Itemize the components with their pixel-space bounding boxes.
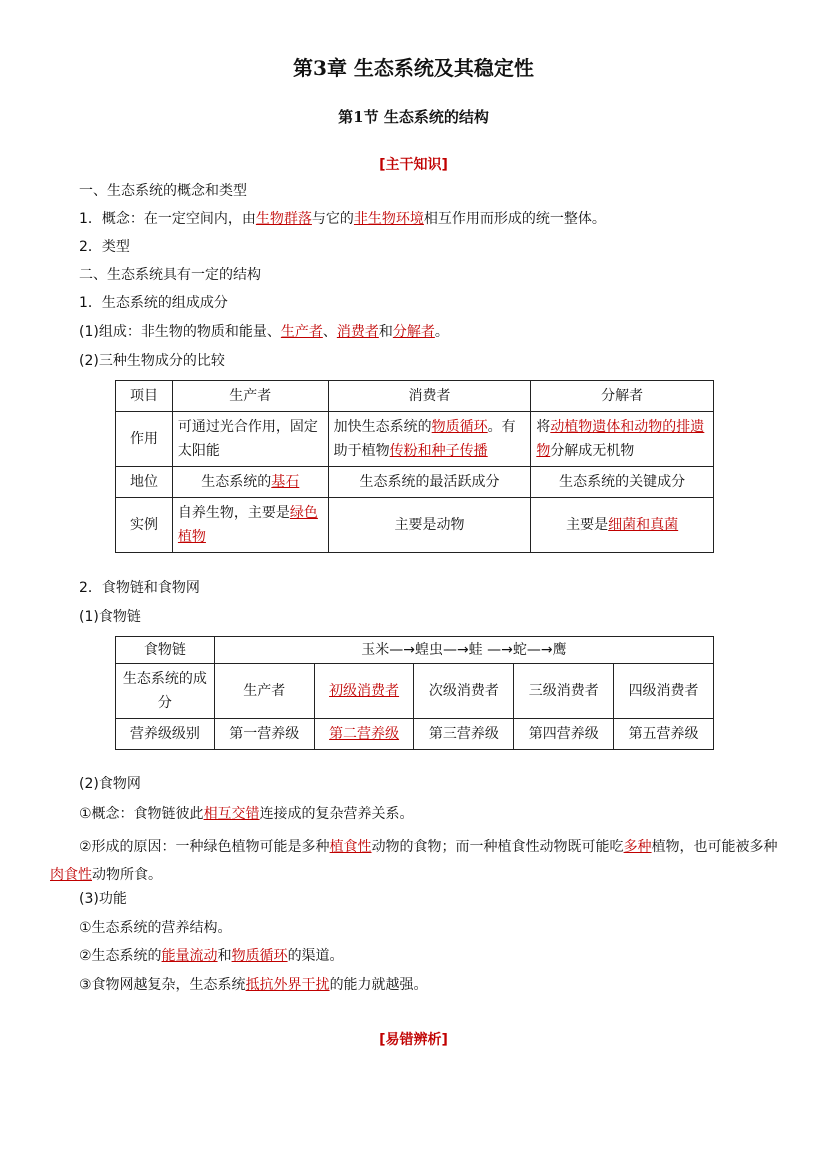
answer-blank: 消费者: [336, 324, 379, 340]
answer-blank: 传粉和种子传播: [389, 443, 488, 459]
table-cell: 可通过光合作用，固定太阳能: [172, 412, 328, 467]
table-cell: 生态系统的基石: [172, 467, 328, 498]
table-header-cell: 生产者: [172, 381, 328, 412]
table-cell: 生态系统的最活跃成分: [328, 467, 531, 498]
chapter-title: 第3章 生态系统及其稳定性: [293, 56, 534, 80]
table-cell: 主要是动物: [328, 498, 531, 553]
answer-blank: 绿色植物: [177, 505, 318, 545]
table-row: [116, 664, 714, 719]
comparison-heading: (2)三种生物成分的比较: [79, 353, 225, 369]
food-chain-sequence: 玉米—→蝗虫—→蛙 —→蛇—→鹰: [214, 637, 713, 664]
table-header-cell: 消费者: [328, 381, 531, 412]
table-cell: [314, 664, 414, 719]
answer-blank: 物质循环: [431, 419, 488, 435]
error-analysis-tag: [易错辨析]: [379, 1032, 448, 1048]
heading-concept-types: 一、生态系统的概念和类型: [79, 183, 247, 199]
food-web-concept: ①概念：食物链彼此相互交错连接成的复杂营养关系。: [79, 806, 414, 822]
section-title: 第1节 生态系统的结构: [338, 108, 489, 126]
table-cell: 第四营养级: [514, 719, 614, 750]
table-cell: 生产者: [214, 664, 314, 719]
table-header-cell: 项目: [116, 381, 173, 412]
function-item-3: ③食物网越复杂，生态系统抵抗外界干扰的能力就越强。: [79, 977, 428, 993]
table-cell: 生态系统的关键成分: [531, 467, 714, 498]
table-row: [116, 381, 714, 412]
answer-blank: 动植物遗体和动物的排遗物: [536, 419, 705, 459]
composition-paragraph: (1)组成：非生物的物质和能量、生产者、消费者和分解者。: [79, 324, 449, 340]
answer-blank: 植食性: [329, 839, 372, 855]
table-cell: 加快生态系统的物质循环。有助于植物传粉和种子传播: [328, 412, 531, 467]
table-cell: [314, 719, 414, 750]
answer-blank: 生物群落: [255, 211, 312, 227]
table-cell: 四级消费者: [614, 664, 714, 719]
answer-blank: 生产者: [280, 324, 323, 340]
table-row: [116, 412, 714, 467]
row-label: 作用: [116, 412, 173, 467]
concept-paragraph: 1．概念：在一定空间内，由生物群落与它的非生物环境相互作用而形成的统一整体。: [79, 211, 606, 227]
table-cell: 自养生物，主要是绿色植物: [172, 498, 328, 553]
answer-blank: 能量流动: [161, 948, 218, 964]
food-chain-table: [115, 636, 714, 750]
function-heading: (3)功能: [79, 891, 127, 907]
table-cell: 三级消费者: [514, 664, 614, 719]
heading-structure: 二、生态系统具有一定的结构: [79, 267, 261, 283]
answer-blank: 分解者: [392, 324, 435, 340]
food-chain-subheading: (1)食物链: [79, 609, 141, 625]
table-row: [116, 467, 714, 498]
answer-blank: 细菌和真菌: [608, 517, 679, 533]
answer-blank: 多种: [623, 839, 652, 855]
table-cell: 次级消费者: [414, 664, 514, 719]
answer-blank: 基石: [271, 474, 300, 490]
answer-blank: 非生物环境: [353, 211, 424, 227]
table-cell: 第三营养级: [414, 719, 514, 750]
main-knowledge-tag: [主干知识]: [379, 157, 448, 173]
components-heading: 1．生态系统的组成成分: [79, 295, 228, 311]
row-label: 生态系统的成分: [116, 664, 215, 719]
answer-blank: 物质循环: [231, 948, 288, 964]
answer-blank: 第二营养级: [329, 726, 400, 742]
table-cell: 第五营养级: [614, 719, 714, 750]
function-item-2: ②生态系统的能量流动和物质循环的渠道。: [79, 948, 344, 964]
table-cell: 第一营养级: [214, 719, 314, 750]
types-line: 2．类型: [79, 239, 130, 255]
row-label: 食物链: [116, 637, 215, 664]
answer-blank: 相互交错: [203, 806, 260, 822]
table-row: [116, 719, 714, 750]
components-comparison-table: [115, 380, 714, 553]
table-row: [116, 498, 714, 553]
answer-blank: 抵抗外界干扰: [245, 977, 330, 993]
answer-blank: 初级消费者: [329, 683, 400, 699]
table-cell: 主要是细菌和真菌: [531, 498, 714, 553]
table-row: [116, 637, 714, 664]
food-web-heading: (2)食物网: [79, 776, 141, 792]
table-cell: 将动植物遗体和动物的排遗物分解成无机物: [531, 412, 714, 467]
food-chain-web-heading: 2．食物链和食物网: [79, 580, 200, 596]
row-label: 实例: [116, 498, 173, 553]
answer-blank: 肉食性: [50, 867, 92, 883]
row-label: 营养级级别: [116, 719, 215, 750]
table-header-cell: 分解者: [531, 381, 714, 412]
row-label: 地位: [116, 467, 173, 498]
food-web-cause: ②形成的原因：一种绿色植物可能是多种植食性动物的食物；而一种植食性动物既可能吃多种植物，也可能被多种肉食性动物所食。: [50, 839, 778, 883]
function-item-1: ①生态系统的营养结构。: [79, 920, 232, 936]
